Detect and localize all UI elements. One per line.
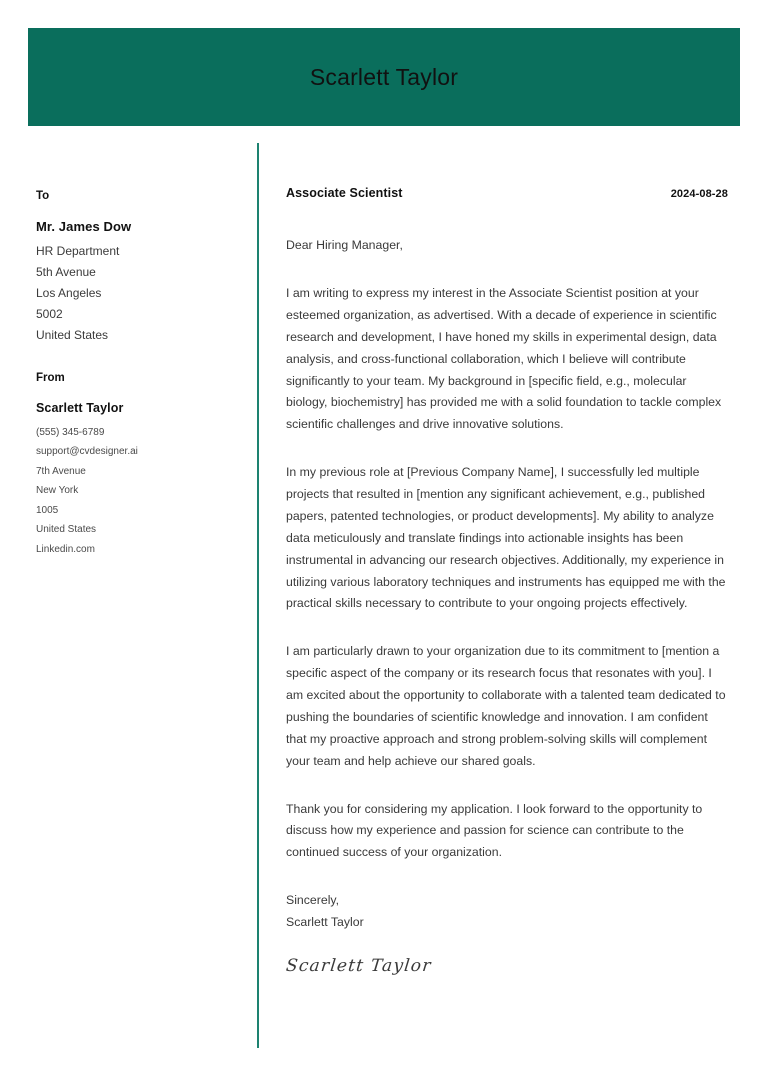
signature: Scarlett Taylor — [284, 955, 433, 976]
column-divider — [257, 143, 259, 1048]
sender-line: 1005 — [36, 504, 59, 516]
sender-phone: (555) 345-6789 — [36, 426, 105, 438]
letter-content-column — [286, 186, 728, 976]
closing-name: Scarlett Taylor — [286, 915, 364, 930]
letter-paragraph: Thank you for considering my application. I look forward to the opportunity to discuss how my experience and passion for science can contribute to the continued success of your organization. — [286, 801, 703, 860]
recipient-line: 5th Avenue — [36, 265, 96, 280]
letter-paragraph: I am particularly drawn to your organization due to its commitment to [mention a specific aspect of the company or its research focus that resonates with you]. I am excited about the opportunity to collaborate with a talented team dedicated to pushing the boundaries of scientific knowledge and innovation. I am confident that my proactive approach and strong problem-solving skills will complement your team and help achieve our shared goals. — [286, 644, 726, 768]
recipient-section-label: To — [36, 190, 50, 202]
sidebar-contact-column — [36, 190, 236, 559]
sender-linkedin: Linkedin.com — [36, 543, 95, 555]
header-banner — [28, 28, 740, 126]
sender-block — [36, 372, 236, 559]
sender-line: United States — [36, 524, 97, 536]
recipient-name: Mr. James Dow — [36, 218, 132, 234]
letter-date: 2024-08-28 — [670, 188, 728, 200]
sender-line: 7th Avenue — [36, 465, 86, 477]
letter-paragraph: I am writing to express my interest in the Associate Scientist position at your esteemed organization, as advertised. With a decade of experience in scientific research and development, I have honed my skills in experimental design, data analysis, and cross-functional collaboration, which I believe will contribute significantly to your team. My background in [specific field, e.g., molecular biology, biochemistry] has provided me with a solid foundation to tackle complex scientific challenges and drive innovative solutions. — [286, 286, 722, 432]
sender-line: New York — [36, 485, 79, 497]
salutation: Dear Hiring Manager, — [286, 238, 403, 252]
recipient-line: United States — [36, 328, 109, 343]
sender-email: support@cvdesigner.ai — [36, 446, 138, 458]
letter-paragraph: In my previous role at [Previous Company Name], I successfully led multiple projects that resulted in [mention any significant achievement, e.g., published papers, patented technologies, or product developments]. My ability to analyze data meticulously and translate findings into actionable insights has been instrumental in advancing our research objectives. Additionally, my experience in utilizing various laboratory techniques and instruments has equipped me with the practical skills necessary to contribute to your ongoing projects effectively. — [286, 465, 726, 611]
recipient-block — [36, 190, 236, 346]
recipient-line: Los Angeles — [36, 286, 102, 301]
letter-header-row — [286, 186, 728, 200]
recipient-line: HR Department — [36, 244, 120, 259]
sender-section-label: From — [36, 372, 65, 385]
sender-name: Scarlett Taylor — [36, 401, 124, 416]
job-title: Associate Scientist — [286, 186, 403, 200]
closing-phrase: Sincerely, — [286, 893, 340, 908]
recipient-line: 5002 — [36, 307, 63, 322]
page-title: Scarlett Taylor — [309, 63, 459, 90]
